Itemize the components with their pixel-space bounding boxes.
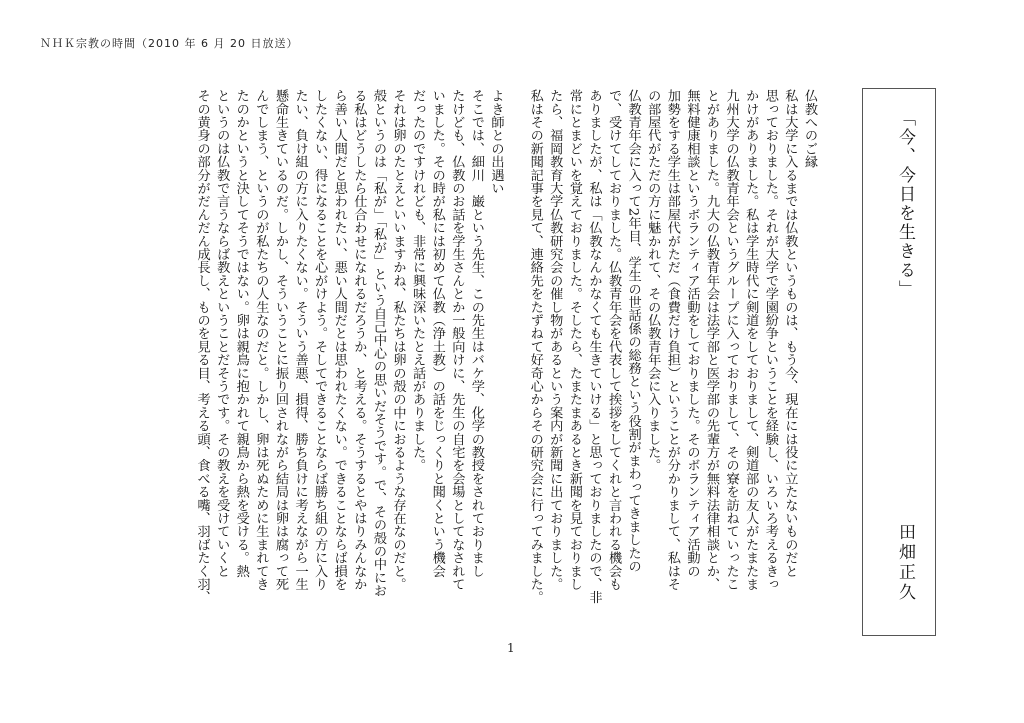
text-line: たい、負け組の方に入りたくない。そういう善悪、損得、勝ち負けに考えながら一生 xyxy=(292,89,308,591)
author-name: 田畑正久 xyxy=(895,523,915,603)
section-heading-buddhism-encounter: 仏教へのご縁 xyxy=(802,89,817,169)
text-line: したくない、得になることを心がけよう。そしてできることならば勝ち組の方に入り xyxy=(312,89,328,591)
text-line: たけども、仏教のお話を学生さんとか一般向けに、先生の自宅を会場としてなされて xyxy=(449,89,465,591)
text-line: たら、福岡教育大学仏教研究会の催し物があるという案内が新聞に出ておりました。 xyxy=(547,89,563,591)
text-line: 懸命生きているのだ。しかし、そういうことに振り回されながら結局は卵は腐って死 xyxy=(272,89,288,591)
text-line: 殻というのは「私が」「私が」という自己中心の思いだそうです。で、その殻の中にお xyxy=(370,89,386,598)
text-line: 常にとまどいを覚えておりました。そしたら、たまたまあるとき新聞を見ておりまし xyxy=(566,89,582,591)
text-line: たのかというと決してそうではない。卵は親鳥に抱かれて親鳥から熱を受ける。熱 xyxy=(233,89,249,578)
text-line: かけがありました。私は学生時代に剣道をしておりまして、剣道部の友人がたまたま xyxy=(743,89,759,591)
page-number: 1 xyxy=(507,641,515,655)
text-line: ありましたが、私は「仏教なんかなくても生きていける」と思っておりましたので、非 xyxy=(586,89,602,604)
text-line: で、受けてしておりました。仏教青年会を代表して挨拶をしてくれと言われる機会も xyxy=(606,89,622,591)
text-line: んでしまう、というのが私たちの人生なのだと。しかし、卵は死ぬために生まれてき xyxy=(253,89,269,591)
text-line: ら善い人間だと思われたい、悪い人間だとは思われたくない。できることならば損を xyxy=(331,89,347,591)
text-line: だったのですけれども、非常に興味深いたとえ話がありました。 xyxy=(410,89,426,472)
text-line: 仏教青年会に入って2年目、学生の世話係の総務という役割がまわってきましたの xyxy=(625,89,641,573)
text-line: の部屋代がただの方に魅かれて、その仏教青年会に入りました。 xyxy=(645,89,661,472)
text-line: 加勢をする学生は部屋代がただ（食費だけ負担）ということが分かりまして、私はそ xyxy=(664,89,680,591)
text-line: る私はどうしたら仕合わせになれるだろうか、と考える。そうするとやはりみんなか xyxy=(351,89,367,591)
text-line: そこでは、細川 巌という先生、この先生はバケ学、化学の教授をされておりまし xyxy=(468,89,484,578)
text-line: その黄身の部分がだんだん成長し、ものを見る目、考える頭、食べる嘴、羽ばたく羽、 xyxy=(194,89,210,604)
document-header: ＮＨＫ宗教の時間（2010 年 6 月 20 日放送） xyxy=(40,37,299,50)
text-line: とがありました。九大の仏教青年会は法学部と医学部の先輩方が無料法律相談とか、 xyxy=(704,89,720,591)
section-heading-good-teacher: よき師との出遇い xyxy=(488,89,504,195)
text-line: 私はその新聞記事を見て、連絡先をたずねて好奇心からその研究会に行ってみました。 xyxy=(527,89,543,604)
text-line: 無料健康相談というボランティア活動をしておりました。そのボランティア活動の xyxy=(684,89,700,578)
section-gap xyxy=(506,89,526,649)
text-line: 思っておりました。それが大学で学園紛争ということを経験し、いろいろ考えるきっ xyxy=(762,89,778,591)
text-line: それは卵のたとえといいますかね、私たちは卵の殻の中におるような存在なのだと。 xyxy=(390,89,406,591)
vertical-body-text xyxy=(109,89,819,649)
text-line: というのは仏教で言うならば教えということだそうです。その教えを受けていくと xyxy=(214,89,230,578)
title-box xyxy=(862,88,936,636)
text-line: 私は大学に入るまでは仏教というものは、もう今、現在には役に立たないものだと xyxy=(782,89,798,578)
text-line: いました。その時が私には初めて仏教（浄土教）の話をじっくりと聞くという機会 xyxy=(429,89,445,578)
page-title: 「今、今日を生きる」 xyxy=(895,109,915,299)
text-line: 九州大学の仏教青年会というグループに入っておりまして、その寮を訪ねていったこ xyxy=(723,89,739,591)
